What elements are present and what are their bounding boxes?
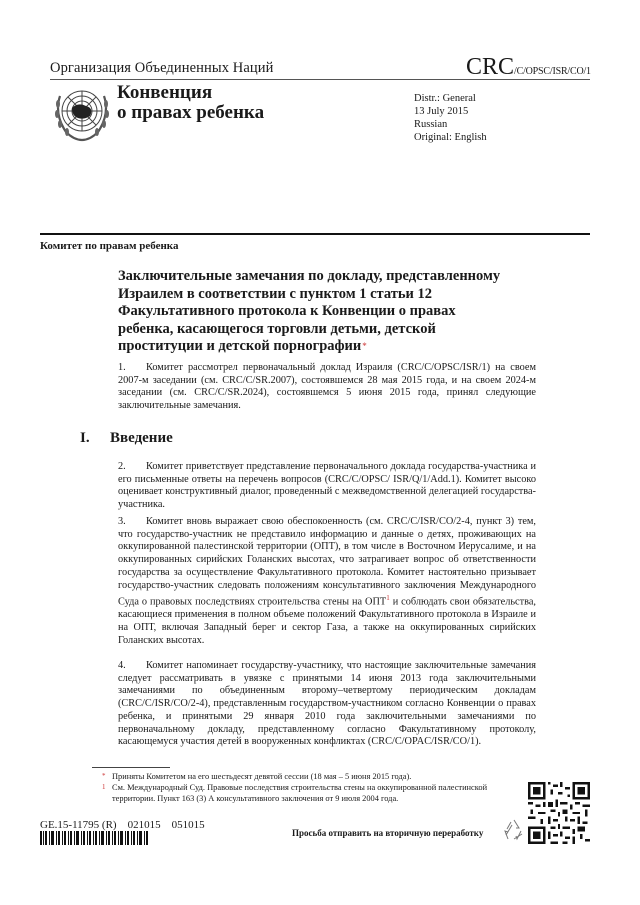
footnote-ref[interactable]: 1 [386,594,390,603]
title-line-text: проституции и детской порнографии [118,338,362,355]
organization-name: Организация Объединенных Наций [50,60,274,76]
job-number: GE.15-11795 (R) 021015 051015 [40,819,205,831]
recycle-notice: Просьба отправить на вторичную переработку [292,828,484,838]
paragraph-text: Комитет вновь выражает свою обеспокоенность (см. CRC/C/ISR/CO/2-4, пункт 3) тем, что государство-участник не представило информацию и данные о детях, проживающих на оккупированной палестинской территории (ОПТ), в том числе в Восточном Иерусалиме, и на оккупированных сирийских Голанских высотах, что затрагивает вопрос об ответственности государства за осуществление Факультативного протокола. Комитет настоятельно призывает государство-участник следовать положениям консультативного заключения Международного Суда о правовых последствиях строительства стены на ОПТ [118,516,536,608]
committee-rule [40,233,590,235]
section-heading [80,430,173,447]
footnote-mark: 1 [102,783,106,791]
barcode-icon [40,831,150,845]
un-emblem-icon [52,82,112,144]
footnote-text: См. Международный Суд. Правовые последствия строительства стены на оккупированной палестинской территории. Пункт 163 (3) А консультативного заключения от 9 июля 2004 года. [112,783,488,803]
distr-original: Original: English [414,132,487,143]
footnote-rule [92,767,170,768]
title-line: Факультативного протокола к Конвенции о правах [118,303,456,320]
header-rule [50,79,590,80]
title-line [118,338,538,356]
paragraph-text: Комитет напоминает государству-участнику, что настоящие заключительные замечания следует рассматривать в увязке с принятыми 14 июня 2013 года заключительными замечаниями по объединенным второму–четвертому периодическим докладам (CRC/C/ISR/CO/2-4), представленным государством-участником согласно Конвенции о правах ребенка, и принятыми 29 января 2010 года заключительными замечаниями по первоначальному докладу, представленному согласно Факультативному протоколу, касающемуся участия детей в вооруженных конфликтах (CRC/C/OPAC/ISR/CO/1). [118,660,536,748]
qr-code-icon [528,782,590,844]
paragraph-2 [118,461,536,512]
symbol-main: CRC [466,54,515,80]
paragraph-text: Комитет приветствует представление первоначального доклада государства-участника и его письменные ответы на перечень вопросов (CRC/C/OPSC/ ISR/Q/1/Add.1). Комитет высоко оценивает конструктивный диалог, проведенный с межведомственной делегацией государства-участника. [118,461,536,511]
paragraph-number: 1. [118,362,126,373]
paragraph-1 [118,362,536,413]
title-line: ребенка, касающегося торговли детьми, детской [118,320,436,337]
footnote [102,771,530,782]
title-footnote-mark[interactable]: * [362,341,367,352]
footnote-mark: * [102,772,106,780]
distribution-info [414,92,487,144]
symbol-suffix: /C/OPSC/ISR/CO/1 [514,66,591,77]
distr-date: 13 July 2015 [414,106,469,117]
distr-language: Russian [414,119,448,130]
section-title: Введение [110,430,173,446]
paragraph-text: Комитет рассмотрел первоначальный доклад Израиля (CRC/C/OPSC/ISR/1) на своем 2007-м заседании (см. CRC/C/SR.2007), состоявшемся 28 мая 2015 года, и на своем 2024-м заседании (см. CRC/C/SR.2024), состоявшемся 5 июня 2015 года, принял следующие заключительные замечания. [118,362,536,412]
committee-name: Комитет по правам ребенка [40,240,179,252]
distr-general: Distr.: General [414,93,476,104]
document-title [118,268,538,356]
paragraph-number: 4. [118,660,126,671]
paragraph-text-cont: и соблюдать свои обязательства, касающиеся применения в полном объеме положений Факультативного протокола в Израиле и на ОПТ, включая Западный берег и сектор Газа, а также на оккупированных сирийских Голанских высотах. [118,596,536,646]
title-line: Израилем в соответствии с пунктом 1 статьи 12 [118,285,432,302]
footnote-text: Приняты Комитетом на его шестьдесят девятой сессии (18 мая – 5 июня 2015 года). [112,772,412,781]
title-line: Заключительные замечания по докладу, представленному [118,268,501,284]
convention-title [117,83,264,123]
paragraph-number: 2. [118,461,126,472]
paragraph-4 [118,660,536,749]
convention-title-line1: Конвенция [117,82,213,103]
footnote [102,782,530,804]
document-symbol [466,54,591,85]
paragraph-3 [118,516,536,647]
recycle-icon [503,817,525,843]
footnotes [102,771,530,804]
paragraph-number: 3. [118,516,126,527]
section-number: I. [80,430,90,446]
convention-title-line2: о правах ребенка [117,102,265,123]
